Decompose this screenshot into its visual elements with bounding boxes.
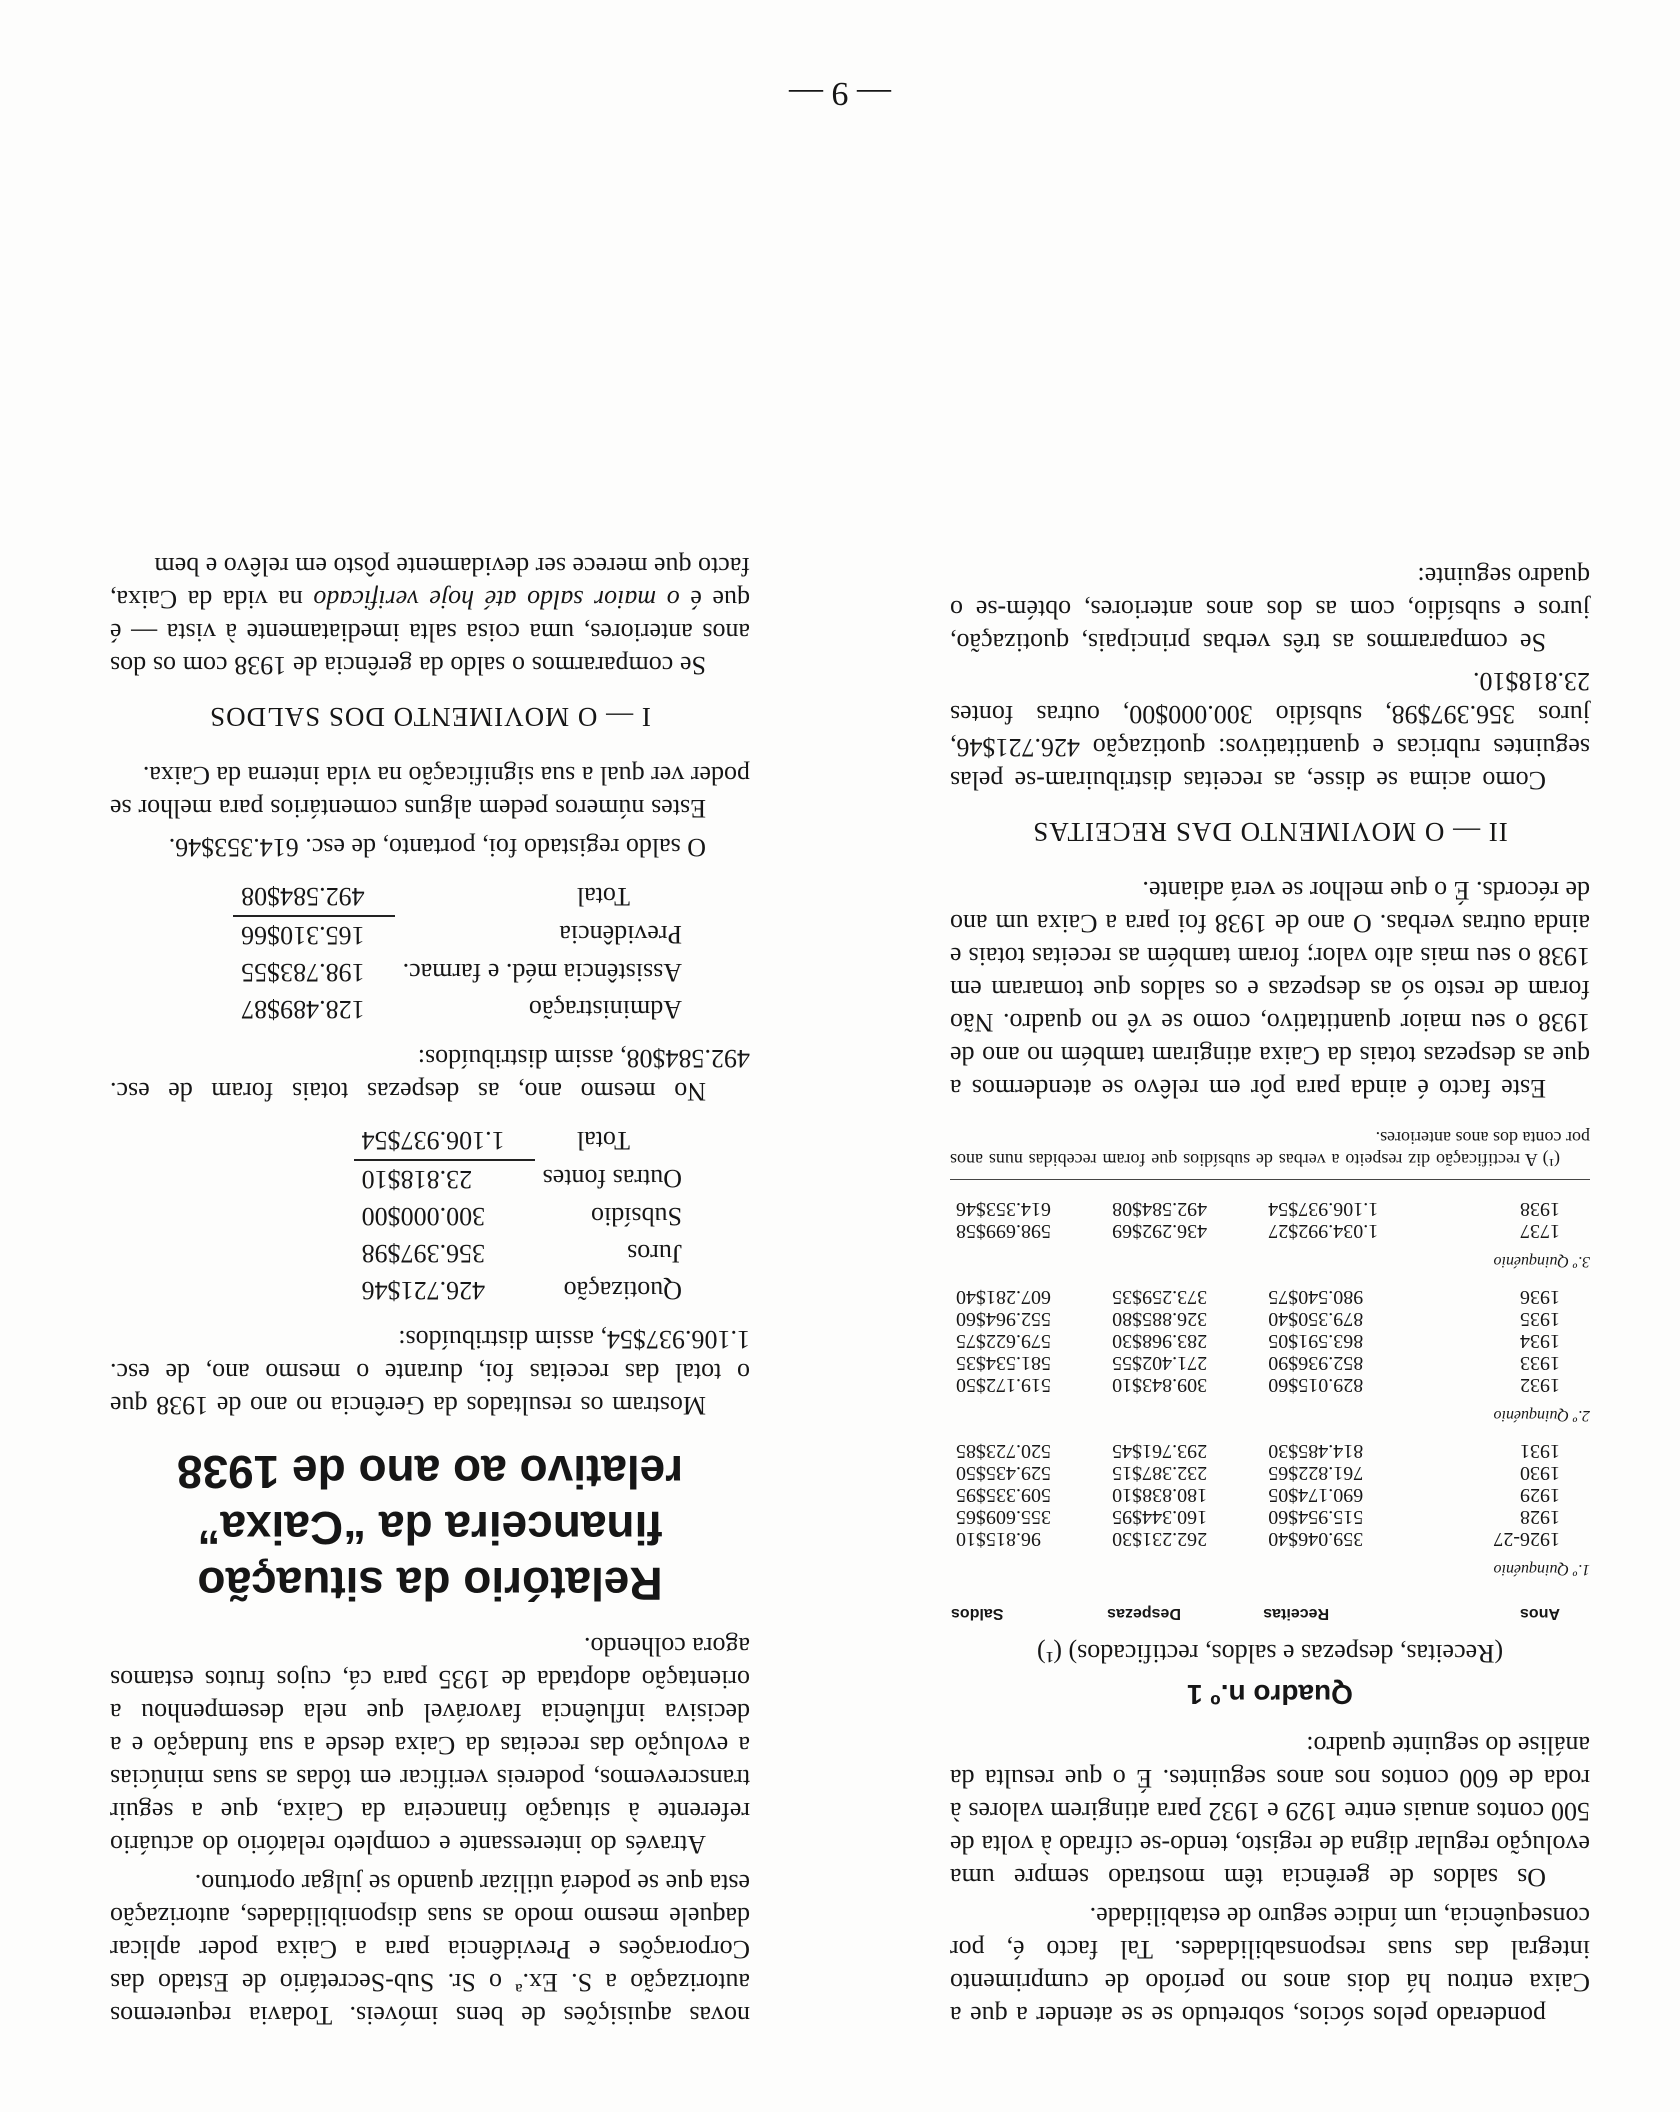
cell-year: 1938 [1440, 1180, 1590, 1221]
group-label: 3.º Quinquénio [1493, 1253, 1590, 1270]
expenses-table [233, 878, 690, 1028]
total-value: 1.106.937$54 [354, 1122, 535, 1160]
cell-saldos: 607.281$40 [956, 1286, 1051, 1308]
left-column [950, 554, 1590, 2032]
paragraph: Como acima se disse, as receitas distribuiram-se pelas seguintes rubricas e quantitativos: quotização 426.721$46, juros 356.397$98, subsídio 300.000$00, outras fontes 23.818$10. [950, 667, 1590, 795]
row-value: 426.721$46 [361, 1276, 486, 1305]
group-row [950, 1396, 1590, 1440]
cell-receitas: 1.034.992$27 [1268, 1220, 1379, 1242]
table-row [950, 1180, 1590, 1221]
cell-saldos: 519.172$50 [956, 1374, 1051, 1396]
total-value: 492.584$08 [233, 878, 395, 916]
group-row [950, 1550, 1590, 1594]
cell-despezas: 160.344$95 [1112, 1506, 1208, 1528]
cell-saldos: 581.534$35 [956, 1352, 1051, 1374]
group-label: 2.º Quinquénio [1493, 1407, 1590, 1424]
row-value: 198.783$55 [241, 958, 365, 987]
table-row [950, 1374, 1590, 1396]
paragraph-text: na vida da Caixa, facto que merece ser devidamente pôsto em relêvo e bem [110, 552, 750, 614]
cell-despezas: 436.292$69 [1112, 1220, 1208, 1242]
cell-saldos: 520.723$85 [956, 1440, 1051, 1462]
table-row [354, 1272, 690, 1309]
table-row [950, 1484, 1590, 1506]
row-value: 128.489$87 [241, 995, 365, 1024]
paragraph: novas aquisições de bens imóveis. Todavia requeremos autorização a S. Ex.ª o Sr. Sub-Secretário de Estado das Corporações e Previdência para a Caixa poder aplicar daquele mesmo modo as suas disponibilidades, autorização esta que se poderá utilizar quando se julgar oportuno. [110, 1869, 750, 2030]
table-row [950, 1220, 1590, 1242]
paragraph: ponderado pelos sócios, sobretudo se se atender a que a Caixa entrou há dois anos no período de cumprimento integral das suas responsabilidades. Tal facto é, por consequência, um índice seguro de estabilidade. [950, 1902, 1590, 2030]
page-number: — 9 — [789, 75, 891, 112]
cell-year: 1933 [1520, 1352, 1560, 1374]
row-value: 300.000$00 [361, 1202, 486, 1231]
row-value: 356.397$98 [361, 1239, 486, 1268]
report-title: Relatório da situação financeira da “Caixa” relativo ao ano de 1938 [176, 1446, 684, 1610]
cell-despezas: 271.402$55 [1112, 1352, 1208, 1374]
row-label: Juros [627, 1239, 682, 1268]
cell-receitas: 1.106.937$54 [1262, 1180, 1440, 1221]
table-row [950, 1308, 1590, 1330]
paragraph: Estes números pedem alguns comentários para melhor se poder ver qual a sua significação na vida interna da Caixa. [110, 761, 750, 823]
cell-year: 1935 [1520, 1308, 1560, 1330]
cell-saldos: 355.609$65 [956, 1506, 1051, 1528]
quadro-table [950, 1179, 1590, 1625]
cell-saldos: 509.335$95 [956, 1484, 1051, 1506]
receipts-table [354, 1122, 690, 1309]
cell-year: 1934 [1520, 1330, 1560, 1352]
table-row [950, 1330, 1590, 1352]
cell-receitas: 359.046$40 [1268, 1528, 1364, 1550]
table-row [354, 1160, 690, 1198]
cell-receitas: 980.540$75 [1268, 1286, 1364, 1308]
cell-receitas: 879.350$40 [1268, 1308, 1364, 1330]
cell-despezas: 180.838$10 [1112, 1484, 1208, 1506]
cell-receitas: 852.936$90 [1268, 1352, 1364, 1374]
cell-year: 1928 [1520, 1506, 1560, 1528]
group-label: 1.º Quinquénio [1493, 1561, 1590, 1578]
table-row [950, 1352, 1590, 1374]
cell-year: 1737 [1520, 1220, 1560, 1242]
cell-despezas: 492.584$08 [1106, 1180, 1262, 1221]
cell-despezas: 326.885$80 [1112, 1308, 1208, 1330]
row-label: Assistência méd. e farmac. [402, 958, 682, 987]
table-row [950, 1286, 1590, 1308]
table-row [354, 1235, 690, 1272]
header-cell: Saldos [951, 1605, 1004, 1622]
cell-year: 1926-27 [1493, 1528, 1560, 1550]
cell-saldos: 529.435$50 [956, 1462, 1051, 1484]
paragraph: Mostram os resultados da Gerência no ano de 1938 que o total das receitas foi, durante o mesmo ano, de esc. 1.106.937$54, assim distribuídos: [110, 1325, 750, 1420]
paragraph: Os saldos de gerência têm mostrado sempre uma evolução regular digna de registo, tendo-se cifrado à volta de 500 contos anuais entre 1929 e 1932 para atingirem valores à roda de 600 contos nos anos seguintes. É o que resulta da análise do seguinte quadro: [950, 1731, 1590, 1892]
header-cell: Anos [1520, 1605, 1560, 1622]
header-cell: Receitas [1263, 1605, 1330, 1622]
paragraph: O saldo registado foi, portanto, de esc. 614.353$46. [168, 833, 706, 862]
row-label: Subsídio [590, 1202, 682, 1231]
table-row [950, 1462, 1590, 1484]
row-value: 23.818$10 [361, 1165, 473, 1194]
table-row [354, 1198, 690, 1235]
table-row [950, 1440, 1590, 1462]
cell-year: 1936 [1520, 1286, 1560, 1308]
cell-receitas: 690.174$05 [1268, 1484, 1364, 1506]
cell-saldos: 598.699$58 [956, 1220, 1051, 1242]
cell-saldos: 552.964$60 [956, 1308, 1051, 1330]
cell-despezas: 373.259$35 [1112, 1286, 1208, 1308]
quadro-subtitle: (Receitas, despezas e saldos, rectificados) (¹) [1036, 1639, 1504, 1668]
quadro-title: Quadro n.º 1 [1187, 1679, 1353, 1710]
header-cell: Despezas [1107, 1605, 1181, 1622]
table-row [950, 1506, 1590, 1528]
cell-saldos: 579.622$75 [956, 1330, 1051, 1352]
table-row [233, 991, 690, 1028]
cell-receitas: 814.485$30 [1268, 1440, 1364, 1462]
section-heading: II — O MOVIMENTO DAS RECEITAS [1032, 817, 1508, 847]
paragraph: Através do interessante e completo relatório do actuário referente à situação financeira da Caixa, que a seguir transcrevemos, podereis verificar em tôdas as suas minúcias a evolução das receitas da Caixa desde a sua fundação e a decisiva influência favorável que nela desempenhou a orientação adoptada de 1935 para cá, cujos frutos estamos agora colhendo. [110, 1632, 750, 1859]
paragraph: Este facto é ainda para pôr em relêvo se atendermos a que as despezas totais da Caixa atingiram também no ano de 1938 o seu maior quantitativo, como se vê no quadro. Não foram de resto só as despezas e os saldos que tomaram em 1938 o seu mais alto valor; foram também as receitas totais e ainda outras verbas. O ano de 1938 foi para a Caixa um ano de récords. É o que melhor se verá adiante. [950, 876, 1590, 1103]
cell-despezas: 309.843$10 [1112, 1374, 1208, 1396]
right-column [110, 544, 750, 2032]
cell-receitas: 515.954$60 [1268, 1506, 1364, 1528]
row-label: Administração [528, 995, 682, 1024]
row-value: 165.310$66 [241, 921, 365, 950]
table-row [233, 954, 690, 991]
paragraph: Se compararmos as três verbas principais, quotização, juros e subsídio, com as dos anos anteriores, obtém-se o quadro seguinte: [950, 562, 1590, 657]
cell-despezas: 262.231$30 [1112, 1528, 1208, 1550]
paragraph-text: Se compararmos o saldo da gerência de 1938 com os dos anos anteriores, uma coisa salta imediatamente à vista — é que é [110, 585, 750, 680]
cell-year: 1931 [1520, 1440, 1560, 1462]
row-label: Previdência [559, 920, 682, 950]
row-label: Quotização [563, 1276, 682, 1305]
cell-year: 1929 [1520, 1484, 1560, 1506]
footnote: (¹) A rectificação diz respeito a verbas de subsídios que foram recebidas nuns anos por conta dos anos anteriores. [950, 1128, 1590, 1170]
cell-receitas: 761.822$65 [1268, 1462, 1364, 1484]
cell-despezas: 232.387$15 [1112, 1462, 1208, 1484]
cell-year: 1932 [1520, 1374, 1560, 1396]
cell-despezas: 283.968$30 [1112, 1330, 1208, 1352]
paragraph [110, 550, 750, 682]
total-label: Total [576, 882, 630, 912]
total-row [354, 1122, 690, 1160]
cell-year: 1930 [1520, 1462, 1560, 1484]
table-row [950, 1528, 1590, 1550]
table-row [233, 916, 690, 954]
row-label: Outras fontes [542, 1164, 682, 1194]
cell-saldos: 96.815$10 [956, 1528, 1041, 1550]
emphasis-text: o maior saldo até hoje verificado [313, 585, 680, 614]
total-label: Total [576, 1126, 630, 1156]
cell-receitas: 829.015$60 [1268, 1374, 1364, 1396]
section-heading: I — O MOVIMENTO DOS SALDOS [209, 702, 651, 732]
cell-despezas: 293.761$45 [1112, 1440, 1208, 1462]
cell-saldos: 614.353$46 [950, 1180, 1106, 1221]
cell-receitas: 863.591$05 [1268, 1330, 1364, 1352]
paragraph: No mesmo ano, as despezas totais foram de esc. 492.584$08, assim distribuídos: [110, 1044, 750, 1106]
table-header-row [950, 1594, 1590, 1625]
group-row [950, 1242, 1590, 1286]
total-row [233, 878, 690, 916]
